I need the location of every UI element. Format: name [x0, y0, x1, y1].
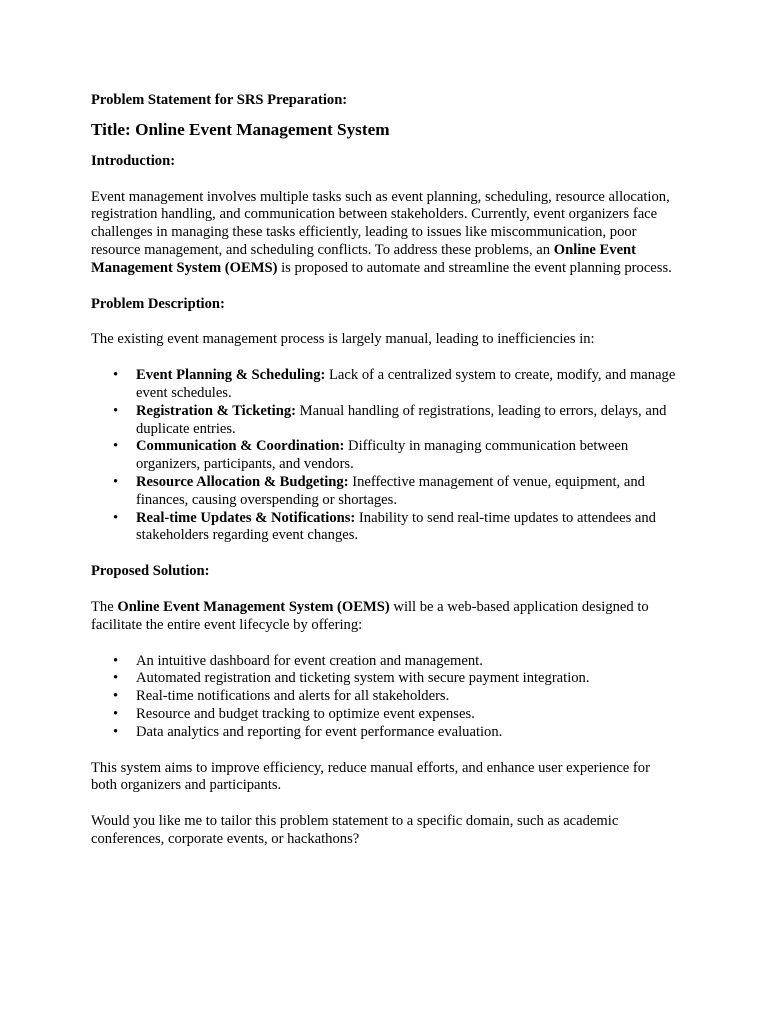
introduction-heading: Introduction: [91, 152, 176, 169]
solution-text-before: The [91, 598, 118, 615]
document-heading: Problem Statement for SRS Preparation: [91, 92, 348, 108]
list-item: • Real-time notifications and alerts for all stakeholders. [91, 688, 678, 706]
list-item-title: Real-time Updates & Notifications: [136, 509, 356, 526]
list-item-text: Inability to send real-time updates to attendees and stakeholders regarding event changes. [136, 509, 656, 544]
list-item-title: Resource Allocation & Budgeting: [136, 473, 349, 490]
list-item-title: Event Planning & Scheduling: [136, 367, 326, 384]
conclusion-paragraph: This system aims to improve efficiency, reduce manual efforts, and enhance user experience for both organizers and participants. [91, 759, 650, 794]
introduction-paragraph [91, 189, 678, 278]
list-item-title: Registration & Ticketing: [136, 402, 296, 419]
problem-description-intro: The existing event management process is largely manual, leading to inefficiencies in: [91, 331, 595, 348]
solution-list [91, 653, 678, 742]
list-item: • Resource and budget tracking to optimize event expenses. [91, 706, 678, 724]
proposed-solution-heading: Proposed Solution: [91, 563, 210, 580]
closing-question: Would you like me to tailor this problem statement to a specific domain, such as academic conferences, corporate events, or hackathons? [91, 813, 619, 847]
list-item-title: Communication & Coordination: [136, 438, 345, 455]
solution-bold-system-name: Online Event Management System (OEMS) [117, 598, 390, 615]
list-item [91, 438, 678, 474]
introduction-text-after: is proposed to automate and streamline the event planning process. [277, 259, 672, 276]
list-item: • Automated registration and ticketing system with secure payment integration. [91, 670, 678, 688]
list-item: • Data analytics and reporting for event performance evaluation. [91, 724, 678, 742]
list-item [91, 474, 678, 510]
introduction-bold-system-name: Online Event Management System (OEMS) [91, 241, 637, 276]
document-title: Title: Online Event Management System [91, 119, 390, 139]
list-item-text: Ineffective management of venue, equipment, and finances, causing overspending or shortages. [136, 473, 645, 508]
list-item [91, 367, 678, 403]
proposed-solution-paragraph [91, 599, 678, 635]
list-item-text: Manual handling of registrations, leading to errors, delays, and duplicate entries. [136, 402, 667, 437]
problem-description-heading: Problem Description: [91, 295, 225, 312]
problem-list [91, 367, 678, 545]
list-item [91, 510, 678, 546]
solution-text-after: will be a web-based application designed to facilitate the entire event lifecycle by offering: [91, 598, 649, 633]
list-item-text: Difficulty in managing communication between organizers, participants, and vendors. [136, 438, 629, 473]
list-item [91, 403, 678, 439]
list-item-text: Lack of a centralized system to create, modify, and manage event schedules. [136, 367, 676, 401]
list-item: • An intuitive dashboard for event creation and management. [91, 653, 678, 671]
introduction-text-before: Event management involves multiple tasks such as event planning, scheduling, resource allocation, registration handling, and communication between stakeholders. Currently, event organizers face challenges in managing these tasks efficiently, leading to issues like miscommunication, poor resource management, and scheduling conflicts. To address these problems, an [91, 188, 670, 258]
